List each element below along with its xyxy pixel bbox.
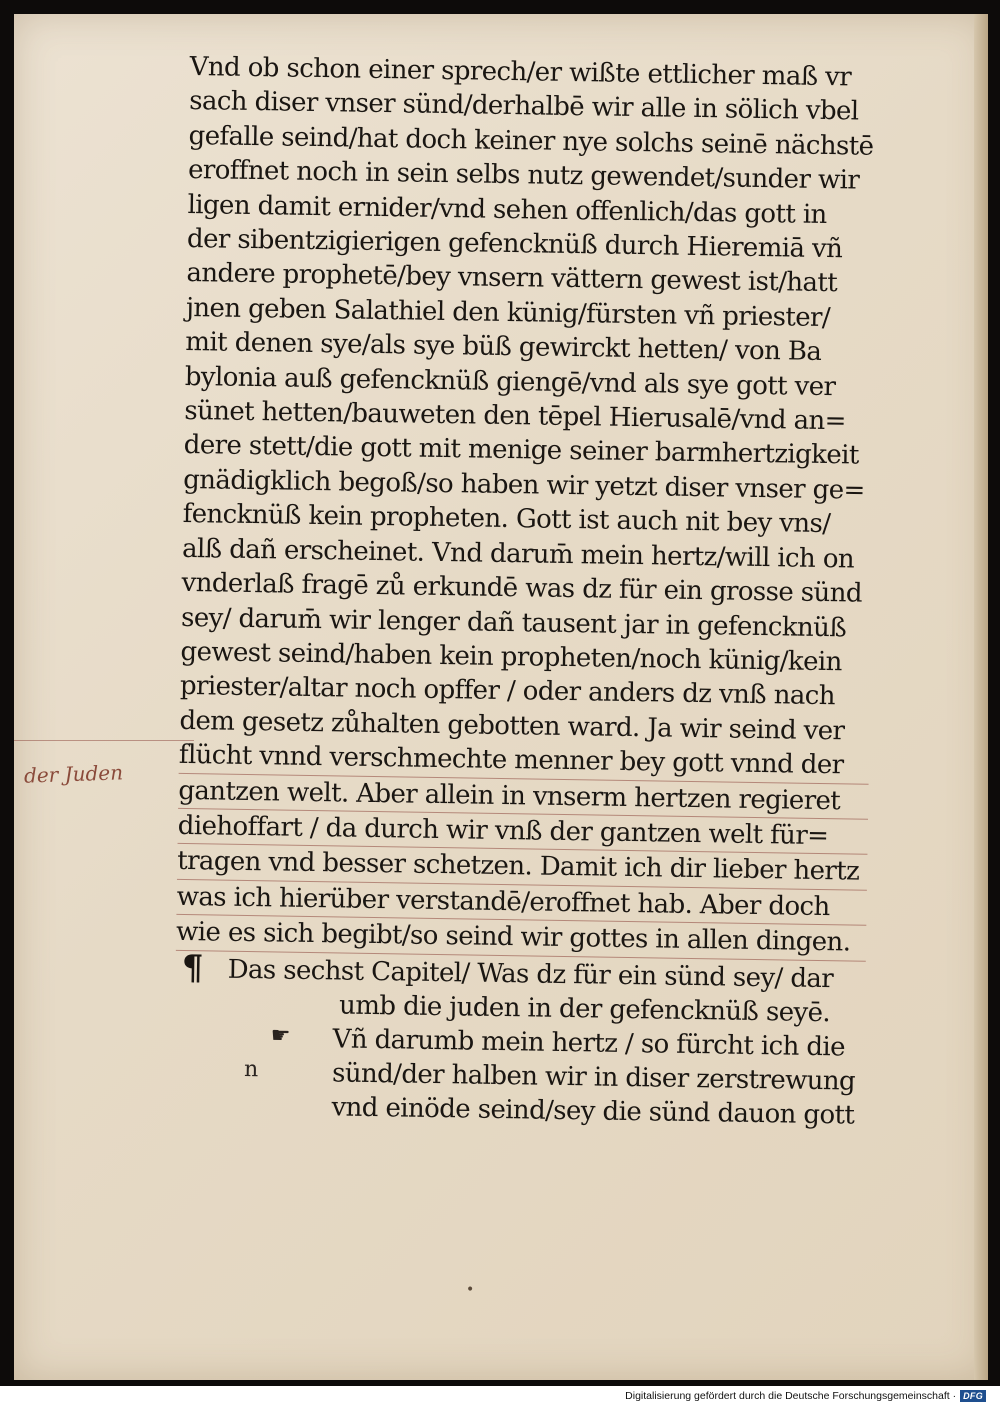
pilcrow-icon: ¶ — [181, 948, 204, 989]
text-line: gewest seind/haben kein propheten/noch künig/kein — [180, 636, 842, 678]
underlined-text-line: flücht vnnd verschmechte menner bey gott vnnd der — [179, 738, 869, 784]
text-line: priester/altar noch opffer / oder anders dz vnß nach — [179, 671, 836, 712]
chapter-text-line: sünd/der halben wir in diser zerstrewung — [331, 1058, 856, 1097]
footer-credit: Digitalisierung gefördert durch die Deutsche Forschungsgemeinschaft · — [625, 1390, 957, 1402]
underlined-text-line: wie es sich begibt/so seind wir gottes in allen dingen. — [176, 915, 866, 961]
text-line: sach diser vnser sünd/derhalbē wir alle in sölich vbel — [188, 86, 859, 127]
text-line: eroffnet noch in sein selbs nutz gewendet/sunder wir — [187, 155, 860, 196]
margin-letter-mark: n — [243, 1056, 259, 1083]
ink-smudge-icon: • — [466, 1282, 475, 1298]
chapter-text-line: vnd einöde seind/sey die sünd dauon gott — [331, 1092, 855, 1131]
text-line: der sibentzigierigen gefencknüß durch Hieremiā vñ — [186, 224, 843, 265]
text-line: mit denen sye/als sye büß gewirckt hetten/ von Ba — [185, 327, 822, 368]
text-line: gnädigklich begoß/so haben wir yetzt diser vnser ge= — [183, 464, 865, 506]
underlined-text-line: tragen vnd besser schetzen. Damit ich dir lieber hertz — [177, 844, 867, 890]
text-line: jnen geben Salathiel den künig/fürsten vñ priester/ — [185, 292, 831, 333]
text-line: dere stett/die gott mit menige seiner barmhertzigkeit — [183, 430, 859, 472]
marginal-handwritten-note: der Juden — [23, 760, 124, 788]
text-line: sey/ darum̄ wir lenger dañ tausent jar in gefencknüß — [180, 602, 847, 643]
chapter-text-line: Vñ darumb mein hertz / so fürcht ich die — [332, 1024, 846, 1063]
text-line: fencknüß kein propheten. Gott ist auch nit bey vns/ — [182, 499, 831, 540]
text-line: vnderlaß fragē zů erkundē was dz für ein grosse sünd — [181, 568, 863, 609]
underlined-text-line: was ich hierüber verstandē/eroffnet hab. Aber doch — [176, 880, 866, 926]
underlined-text-line: diehoffart / da durch wir vnß der gantzen welt für= — [178, 809, 868, 855]
text-line: bylonia auß gefencknüß giengē/vnd als sye gott ver — [184, 361, 836, 402]
chapter-section — [179, 948, 882, 1133]
text-line: Vnd ob schon einer sprech/er wißte ettlicher maß vr — [189, 51, 852, 93]
main-text-block — [176, 50, 880, 961]
text-line: dem gesetz zůhalten gebotten ward. Ja wir seind ver — [179, 705, 845, 747]
underlined-text-line: gantzen welt. Aber allein in vnserm hertzen regieret — [178, 773, 868, 819]
dfg-logo: DFG — [960, 1390, 986, 1402]
text-line: ligen damit ernider/vnd sehen offenlich/das gott in — [187, 189, 827, 230]
text-line: gefalle seind/hat doch keiner nye solchs seinē nächstē — [188, 120, 874, 162]
pointing-hand-icon: ☛ — [270, 1023, 291, 1049]
margin-annotation-rule — [14, 740, 194, 741]
text-line: sünet hetten/bauweten den tēpel Hierusalē/vnd an= — [184, 396, 847, 437]
digitization-footer — [0, 1386, 1000, 1406]
chapter-heading-continuation: umb die juden in der gefencknüß seyē. — [338, 990, 831, 1029]
chapter-heading: Das sechst Capitel/ Was dz für ein sünd sey/ dar — [227, 954, 834, 995]
page-edge — [974, 14, 988, 1380]
text-line: alß dañ erscheinet. Vnd darum̄ mein hertz/will ich on — [181, 533, 855, 575]
book-page — [14, 14, 988, 1380]
text-line: andere prophetē/bey vnsern vättern gewest ist/hatt — [186, 258, 838, 299]
